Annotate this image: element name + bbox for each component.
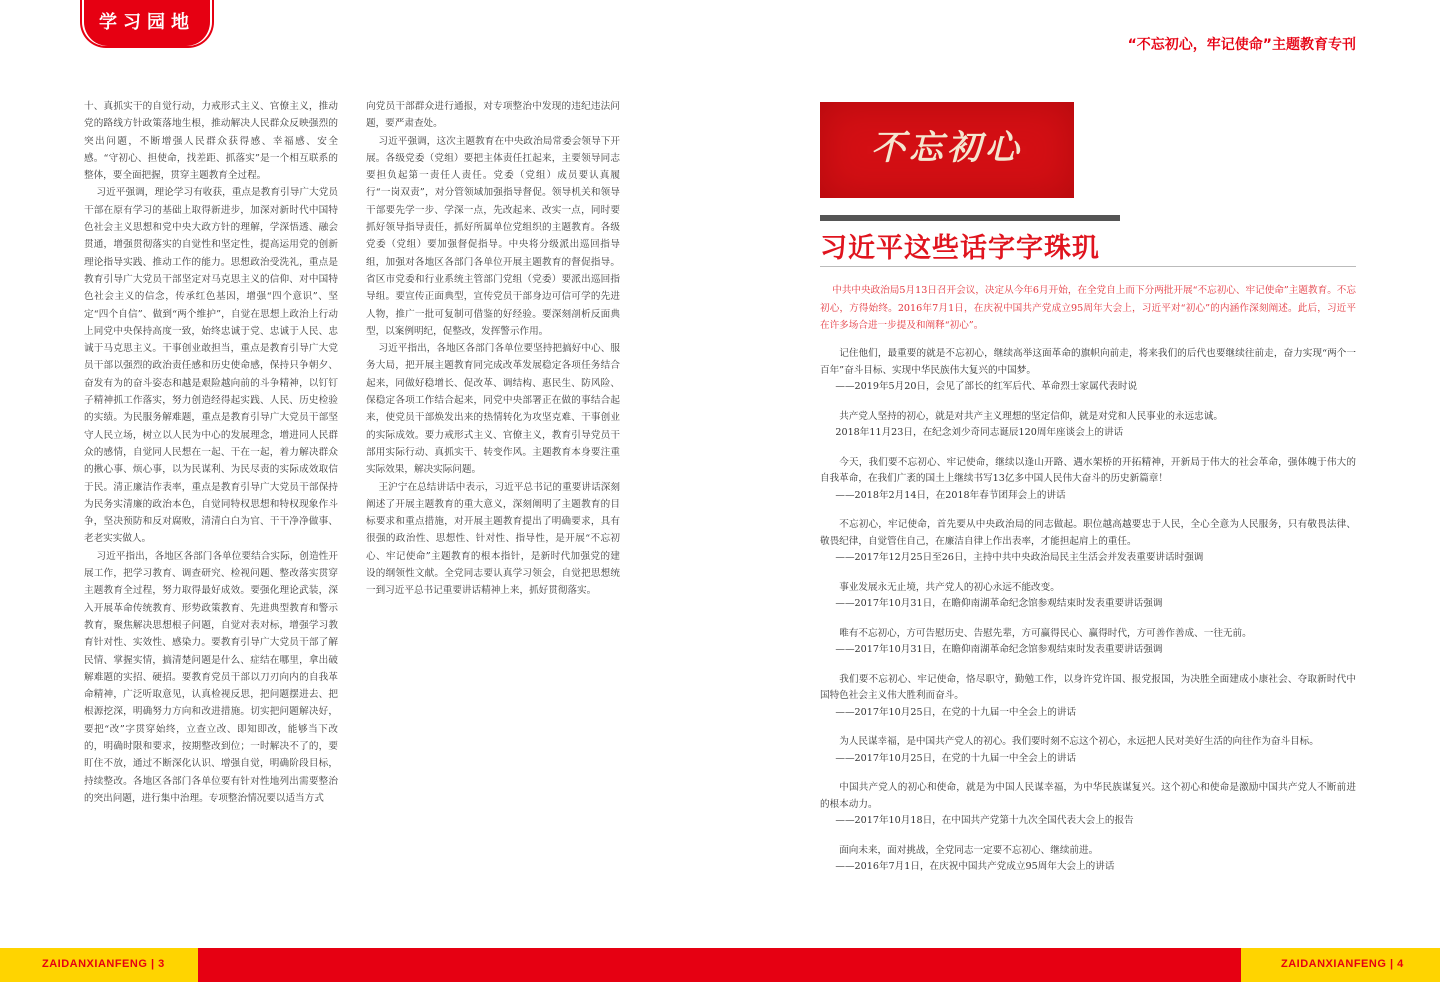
quote-source: 2018年11月23日，在纪念刘少奇同志诞辰120周年座谈会上的讲话	[835, 427, 1124, 438]
quote-text: 唯有不忘初心，方可告慰历史、告慰先辈，方可赢得民心、赢得时代，方可善作善成、一往无前。	[839, 627, 1252, 639]
section-tab	[80, 0, 216, 50]
quote-source: ——2018年2月14日，在2018年春节团拜会上的讲话	[835, 489, 1066, 501]
quote-source: ——2016年7月1日，在庆祝中国共产党成立95周年大会上的讲话	[835, 861, 1115, 872]
quote-text: 为人民谋幸福，是中国共产党人的初心。我们要时刻不忘这个初心，永远把人民对美好生活的向往作为奋斗目标。	[839, 736, 1319, 747]
quote-item	[820, 409, 1356, 442]
left-page-column-1: 十、真抓实干的自觉行动，力戒形式主义、官僚主义，推动党的路线方针政策落地生根，推动解决人民群众反映强烈的突出问题，不断增强人民群众获得感、幸福感、安全感。“守初心、担使命，找差距、抓落实”是一个相互联系的整体，要全面把握，贯穿主题教育全过程。 习近平强调，理论学习有收获，重点是教育引导广大党员干部在原有学习的基础上取得新进步，加深对新时代中国特色社会主义思想和党中央大政方针的理解，学深悟透、融会贯通，增强贯彻落实的自觉性和坚定性，提高运用党的创新理论指导实践、推动工作的能力。思想政治受洗礼，重点是教育引导广大党员干部坚定对马克思主义的信仰、对中国特色社会主义的信念，传承红色基因，增强“四个意识”、坚定“四个自信”、做到“两个维护”，自觉在思想上政治上行动上同党中央保持高度一致，始终忠诚于党、忠诚于人民、忠诚于马克思主义。干事创业敢担当，重点是教育引导广大党员干部以强烈的政治责任感和历史使命感，保持只争朝夕、奋发有为的奋斗姿态和越是艰险越向前的斗争精神，以钉钉子精神抓工作落实，努力创造经得起实践、人民、历史检验的实绩。为民服务解难题，重点是教育引导广大党员干部坚守人民立场，树立以人民为中心的发展理念，增进同人民群众的感情，自觉同人民想在一起、干在一起，着力解决群众的揪心事、烦心事，以为民谋利、为民尽责的实际成效取信于民。清正廉洁作表率，重点是教育引导广大党员干部保持为民务实清廉的政治本色，自觉同特权思想和特权现象作斗争，坚决预防和反对腐败，清清白白为官、干干净净做事、老老实实做人。 习近平指出，各地区各部门各单位要结合实际，创造性开展工作，把学习教育、调查研究、检视问题、整改落实贯穿主题教育全过程，努力取得最好成效。要强化理论武装，深入开展革命传统教育、形势政策教育、先进典型教育和警示教育，聚焦解决思想根子问题，自觉对表对标，增强学习教育针对性、实效性、感染力。要教育引导广大党员干部了解民情、掌握实情，搞清楚问题是什么、症结在哪里，拿出破解难题的实招、硬招。要教育党员干部以刀刃向内的自我革命精神，广泛听取意见，认真检视反思，把问题摆进去、把根源挖深，明确努力方向和改进措施。切实把问题解决好，要把“改”字贯穿始终，立查立改、即知即改，能够当下改的，明确时限和要求，按期整改到位；一时解决不了的，要盯住不放，通过不断深化认识、增强自觉，明确阶段目标，持续整改。各地区各部门各单位要有针对性地列出需要整治的突出问题，进行集中治理。专项整治情况要以适当方式	[84, 101, 339, 804]
quote-text: 我们要不忘初心、牢记使命，恪尽职守，勤勉工作，以身许党许国、报党报国，为决胜全面建成小康社会、夺取新时代中国特色社会主义伟大胜利而奋斗。	[820, 673, 1356, 701]
quote-text: 中国共产党人的初心和使命，就是为中国人民谋幸福，为中华民族谋复兴。这个初心和使命是激励中国共产党人不断前进的根本动力。	[820, 782, 1356, 810]
footer-bar	[0, 948, 1440, 982]
quote-item	[820, 672, 1356, 722]
calligraphy-banner	[820, 102, 1074, 198]
quote-item	[820, 780, 1356, 830]
quote-source: ——2017年10月31日，在瞻仰南湖革命纪念馆参观结束时发表重要讲话强调	[835, 644, 1163, 655]
quote-source: ——2017年10月31日，在瞻仰南湖革命纪念馆参观结束时发表重要讲话强调	[835, 598, 1163, 609]
article-headline: 习近平这些话字字珠玑	[820, 233, 1100, 264]
quote-source: ——2017年12月25日至26日，主持中共中央政治局民主生活会并发表重要讲话时强调	[835, 552, 1204, 563]
quote-text: 共产党人坚持的初心，就是对共产主义理想的坚定信仰，就是对党和人民事业的永远忠诚。	[839, 410, 1223, 422]
page-number-left: ZAIDANXIANFENG | 3	[42, 958, 165, 970]
quote-text: 今天，我们要不忘初心、牢记使命，继续以逢山开路、遇水架桥的开拓精神，开新局于伟大的社会革命，强体魄于伟大的自我革命，在我们广袤的国土上继续书写13亿多中国人民伟大奋斗的历史新篇章！	[820, 456, 1356, 484]
quote-item	[820, 734, 1356, 767]
quote-item	[820, 346, 1356, 396]
quote-source: ——2019年5月20日，会见了部长的红军后代、革命烈士家属代表时说	[835, 381, 1138, 392]
quote-list	[820, 346, 1356, 889]
quote-item	[820, 843, 1356, 876]
quote-text: 面向未来，面对挑战，全党同志一定要不忘初心、继续前进。	[839, 844, 1099, 856]
quote-item	[820, 455, 1356, 505]
quote-item	[820, 517, 1356, 567]
left-page-column-2: 向党员干部群众进行通报，对专项整治中发现的违纪违法问题，要严肃查处。 习近平强调，这次主题教育在中央政治局常委会领导下开展。各级党委（党组）要把主体责任扛起来，主要领导同志要担负起第一责任人责任。党委（党组）成员要认真履行“一岗双责”，对分管领域加强指导督促。领导机关和领导干部要先学一步、学深一点，先改起来、改实一点，同时要抓好领导指导责任，抓好所属单位党组织的主题教育。各级党委（党组）要加强督促指导。中央将分级派出巡回指导组，加强对各地区各部门各单位开展主题教育的督促指导。省区市党委和行业系统主管部门党组（党委）要派出巡回指导组。要宣传正面典型，宣传党员干部身边可信可学的先进人物，推广一批可复制可借鉴的好经验。要深刻剖析反面典型，以案例明纪，促整改，发挥警示作用。 习近平指出，各地区各部门各单位要坚持把搞好中心、服务大局，把开展主题教育同完成改革发展稳定各项任务结合起来，同做好稳增长、促改革、调结构、惠民生、防风险、保稳定各项工作结合起来，同党中央部署正在做的事结合起来，使党员干部焕发出来的热情转化为攻坚克难、干事创业的实际成效。要力戒形式主义、官僚主义，教育引导党员干部用实际行动、真抓实干、转变作风。主题教育本身要注重实际效果，解决实际问题。 王沪宁在总结讲话中表示，习近平总书记的重要讲话深刻阐述了开展主题教育的重大意义，深刻阐明了主题教育的目标要求和重点措施，对开展主题教育提出了明确要求，具有很强的政治性、思想性、针对性、指导性，是开展“不忘初心、牢记使命”主题教育的根本指针，是新时代加强党的建设的纲领性文献。全党同志要认真学习领会，自觉把思想统一到习近平总书记重要讲话精神上来，抓好贯彻落实。	[366, 101, 621, 597]
page-number-right: ZAIDANXIANFENG | 4	[1281, 958, 1404, 970]
quote-source: ——2017年10月25日，在党的十九届一中全会上的讲话	[835, 752, 1077, 764]
headline-bar	[820, 215, 1120, 221]
banner-text: 不忘初心	[871, 128, 1023, 168]
quote-text: 事业发展永无止境，共产党人的初心永远不能改变。	[839, 581, 1060, 593]
quote-text: 记住他们，最重要的就是不忘初心，继续高举这面革命的旗帜向前走，将来我们的后代也要继续往前走，奋力实现“两个一百年”奋斗目标、实现中华民族伟大复兴的中国梦。	[820, 348, 1356, 376]
topic-title: “不忘初心，牢记使命”主题教育专刊	[1127, 37, 1356, 53]
article-intro: 中共中央政治局5月13日召开会议，决定从今年6月开始，在全党自上而下分两批开展“不忘初心、牢记使命”主题教育。不忘初心，方得始终。2016年7月1日，在庆祝中国共产党成立95周年大会上，习近平对“初心”的内涵作深刻阐述。此后，习近平在许多场合进一步提及和阐释“初心”。	[820, 285, 1356, 331]
quote-item	[820, 626, 1356, 659]
section-tab-label: 学习园地	[86, 0, 208, 44]
headline-divider	[820, 266, 1356, 267]
quote-source: ——2017年10月25日，在党的十九届一中全会上的讲话	[835, 706, 1077, 718]
quote-text: 不忘初心，牢记使命，首先要从中央政治局的同志做起。职位越高越要忠于人民，全心全意为人民服务，只有敬畏法律、敬畏纪律，自觉管住自己，在廉洁自律上作出表率，才能担起肩上的重任。	[820, 519, 1356, 547]
quote-item	[820, 580, 1356, 613]
quote-source: ——2017年10月18日，在中国共产党第十九次全国代表大会上的报告	[835, 815, 1134, 826]
